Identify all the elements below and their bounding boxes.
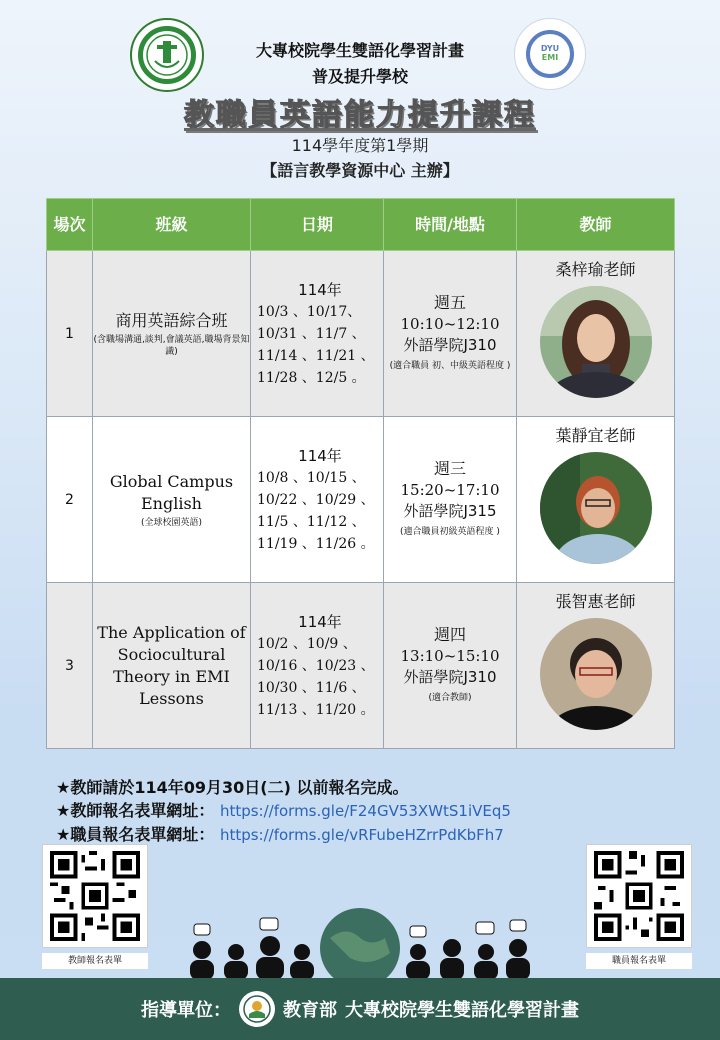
header-label: 場次 (53, 215, 86, 234)
teacher-form-link[interactable]: https://forms.gle/F24GV53XWtS1iVEq5 (219, 802, 511, 820)
class-note: (含職場溝通,談判,會議英語,職場背景知識) (93, 334, 250, 357)
university-logo (130, 18, 204, 92)
date-cell (251, 251, 384, 417)
year-label: 114年 (298, 612, 342, 631)
plan-title-line2: 普及提升學校 (311, 67, 408, 86)
course-table (46, 198, 675, 749)
header-label: 日期 (300, 215, 333, 234)
time-location-cell (384, 583, 517, 749)
audience-note: (適合教師) (428, 692, 472, 703)
table-header-row (47, 199, 675, 251)
footer-label: 指導單位： (141, 1000, 231, 1021)
plan-title (200, 38, 520, 90)
staff-form-link[interactable]: https://forms.gle/vRFubeHZrrPdKbFh7 (219, 826, 504, 844)
class-cell (93, 251, 251, 417)
teacher-name: 桑梓瑜老師 (555, 260, 636, 279)
weekday: 週四 (433, 624, 466, 644)
teacher-name: 葉靜宜老師 (555, 426, 636, 445)
registration-notes (56, 776, 676, 847)
header-label: 教師 (579, 215, 612, 234)
time-range: 15:20~17:10 (400, 480, 500, 499)
time-range: 13:10~15:10 (400, 646, 500, 665)
plan-title-line1: 大專校院學生雙語化學習計畫 (255, 41, 464, 60)
page-header (0, 0, 720, 190)
header-time-location (384, 199, 517, 251)
dyu-emi-logo-ring: DYU EMI (526, 30, 574, 78)
class-name: 商用英語綜合班 (115, 310, 228, 330)
header-date (251, 199, 384, 251)
ministry-of-education-logo (239, 991, 275, 1027)
date-cell (251, 583, 384, 749)
header-label: 班級 (155, 215, 188, 234)
year-label: 114年 (298, 446, 342, 465)
location: 外語學院J310 (403, 667, 497, 686)
table-row (47, 251, 675, 417)
staff-qr-code[interactable] (586, 844, 692, 948)
date-list: 10/2 、10/9 、10/16 、10/23 、10/30 、11/6 、11/13 、11/20 。 (257, 635, 375, 718)
teacher-photo (540, 452, 652, 564)
staff-form-label: ★職員報名表單網址： (56, 825, 215, 844)
year-label: 114年 (298, 280, 342, 299)
staff-qr-label: 職員報名表單 (586, 953, 692, 969)
time-range: 10:10~12:10 (400, 314, 500, 333)
audience-note: (適合職員 初、中級英語程度 ) (389, 360, 511, 371)
header-session (47, 199, 93, 251)
time-location-cell (384, 417, 517, 583)
footer-bar (0, 978, 720, 1040)
teacher-name: 張智惠老師 (555, 592, 636, 611)
header-label: 時間/地點 (415, 215, 485, 234)
footer-program: 大專校院學生雙語化學習計畫 (345, 1000, 579, 1021)
semester-term: 114學年度第1學期 (291, 136, 429, 155)
teacher-form-line (56, 799, 676, 823)
teacher-photo (540, 618, 652, 730)
date-list: 10/8 、10/15 、10/22 、10/29 、11/5 、11/12 、11/19 、11/26 。 (257, 469, 375, 552)
teacher-photo (540, 286, 652, 398)
staff-form-line (56, 823, 676, 847)
class-note: (全球校園英語) (140, 517, 203, 528)
dyu-emi-logo (514, 18, 586, 90)
footer-ministry: 教育部 (283, 1000, 337, 1021)
header-teacher (517, 199, 675, 251)
session-number: 2 (47, 417, 93, 583)
teacher-cell (517, 251, 675, 417)
table-row (47, 417, 675, 583)
teacher-form-label: ★教師報名表單網址： (56, 801, 215, 820)
teacher-qr-code[interactable] (42, 844, 148, 948)
teacher-cell (517, 417, 675, 583)
class-cell (93, 417, 251, 583)
session-number: 3 (47, 583, 93, 749)
teacher-qr-label: 教師報名表單 (42, 953, 148, 969)
weekday: 週三 (433, 458, 466, 478)
table-row (47, 583, 675, 749)
organizer-line: 【語言教學資源中心 主辦】 (261, 161, 459, 180)
class-cell (93, 583, 251, 749)
date-cell (251, 417, 384, 583)
class-name: The Application of Sociocultural Theory in EMI Lessons (97, 622, 246, 708)
date-list: 10/3 、10/17、10/31 、11/7 、11/14 、11/21 、11/28 、12/5 。 (257, 303, 375, 386)
session-number: 1 (47, 251, 93, 417)
university-logo-emblem (138, 26, 196, 84)
teacher-cell (517, 583, 675, 749)
time-location-cell (384, 251, 517, 417)
main-title: 教職員英語能力提升課程 (184, 98, 536, 133)
location: 外語學院J310 (403, 335, 497, 354)
weekday: 週五 (433, 292, 466, 312)
deadline-note: ★教師請於114年09月30日(二) 以前報名完成。 (56, 778, 409, 797)
audience-note: (適合職員初級英語程度 ) (400, 526, 500, 537)
location: 外語學院J315 (403, 501, 497, 520)
people-silhouette-illustration (180, 908, 540, 980)
header-class (93, 199, 251, 251)
class-name: Global Campus English (109, 471, 234, 513)
